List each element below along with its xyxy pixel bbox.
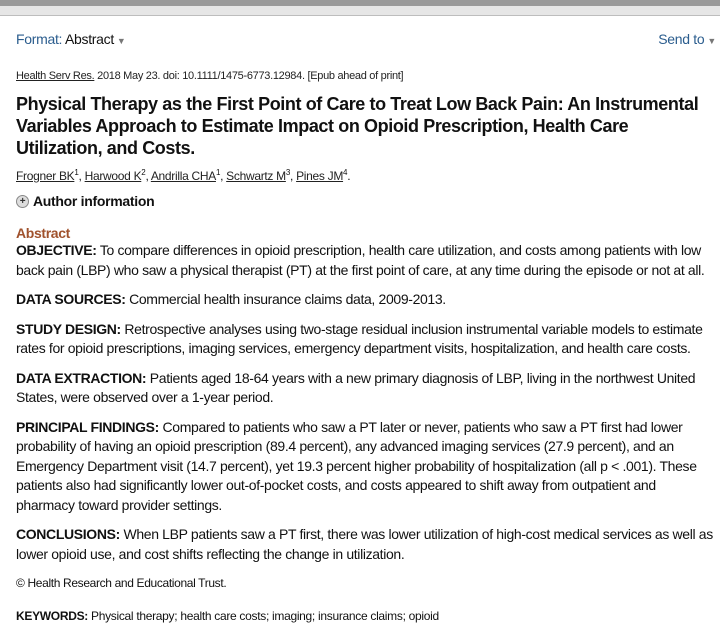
abstract-heading: Abstract: [16, 225, 70, 241]
author-link[interactable]: Frogner BK: [16, 169, 75, 183]
copyright: © Health Research and Educational Trust.: [16, 576, 227, 590]
keywords: [16, 609, 439, 623]
caret-down-icon: ▼: [707, 36, 716, 46]
author-information-toggle[interactable]: [16, 193, 154, 209]
format-value: Abstract: [64, 31, 114, 47]
affiliation-sup: 3: [285, 168, 291, 177]
article-title: Physical Therapy as the First Point of Care to Treat Low Back Pain: An Instrumental Variables Approach to Estimate Impact on Opioid Prescription, Health Care Utilization, and Costs.: [16, 94, 699, 158]
author-information-label: Author information: [33, 193, 155, 209]
toolbar-strip: [0, 6, 720, 16]
author-link[interactable]: Andrilla CHA: [150, 169, 216, 183]
author-list: Frogner $BK^1$, Harwood $K^2$, Andrilla CHA$^1$, Schwartz $M^3$, Pines $JM^4$.: [16, 168, 351, 183]
send-to-dropdown[interactable]: [658, 31, 716, 47]
format-label: Format: [16, 31, 59, 47]
abstract-data-sources: DATA SOURCES: Commercial health insurance claims data, 2009-2013.: [16, 291, 446, 307]
keywords-text: Physical therapy; health care costs; imaging; insurance claims; opioid: [91, 609, 439, 623]
abstract-study-design: STUDY DESIGN: Retrospective analyses using two-stage residual inclusion instrumental variable models to estimate rates for opioid prescriptions, imaging services, emergency department visits, hospitalization, and health care costs.: [16, 320, 703, 356]
abstract-principal-findings: PRINCIPAL FINDINGS: Compared to patients who saw a PT later or never, patients who saw a PT first had lower probability of having an opioid prescription (89.4 percent), any advanced imaging services (27.9 percent), and an Emergency Department visit (14.7 percent), yet 19.3 percent higher probability of hospitalization (all p < .001). These patients also had significantly lower out-of-pocket costs, and costs appeared to shift away from outpatient and pharmacy toward provider settings.: [16, 418, 697, 513]
affiliation-sup: 4: [343, 168, 348, 177]
author-link[interactable]: Harwood K: [84, 169, 142, 183]
caret-down-icon: ▼: [116, 36, 126, 46]
citation: [16, 70, 403, 82]
journal-link[interactable]: Health Serv Res.: [16, 70, 95, 82]
abstract-objective: OBJECTIVE: To compare differences in opioid prescription, health care utilization, and costs among patients with low back pain (LBP) who saw a physical therapist (PT) at the first point of care, at any time during the episode or not at all.: [16, 242, 705, 278]
abstract-data-extraction: DATA EXTRACTION: Patients aged 18-64 years with a new primary diagnosis of LBP, living in the northwest United States, were observed over a 1-year period.: [16, 369, 696, 405]
expand-plus-icon: +: [16, 195, 29, 208]
abstract: [16, 225, 716, 604]
format-dropdown[interactable]: Format: Abstract ▼: [16, 31, 126, 47]
keywords-label: KEYWORDS:: [16, 609, 88, 623]
author-link[interactable]: Pines JM: [296, 169, 344, 183]
citation-details: 2018 May 23. doi: 10.1111/1475-6773.12984. [Epub ahead of print]: [97, 70, 404, 82]
affiliation-sup: 1: [74, 168, 79, 177]
abstract-conclusions: CONCLUSIONS: When LBP patients saw a PT first, there was lower utilization of high-cost medical services as well as lower opioid use, and cost shifts reflecting the change in utilization.: [16, 526, 713, 562]
affiliation-sup: 1: [215, 168, 221, 177]
send-to-label: Send to: [658, 31, 705, 47]
author-link[interactable]: Schwartz M: [226, 169, 286, 183]
affiliation-sup: 2: [141, 168, 146, 177]
